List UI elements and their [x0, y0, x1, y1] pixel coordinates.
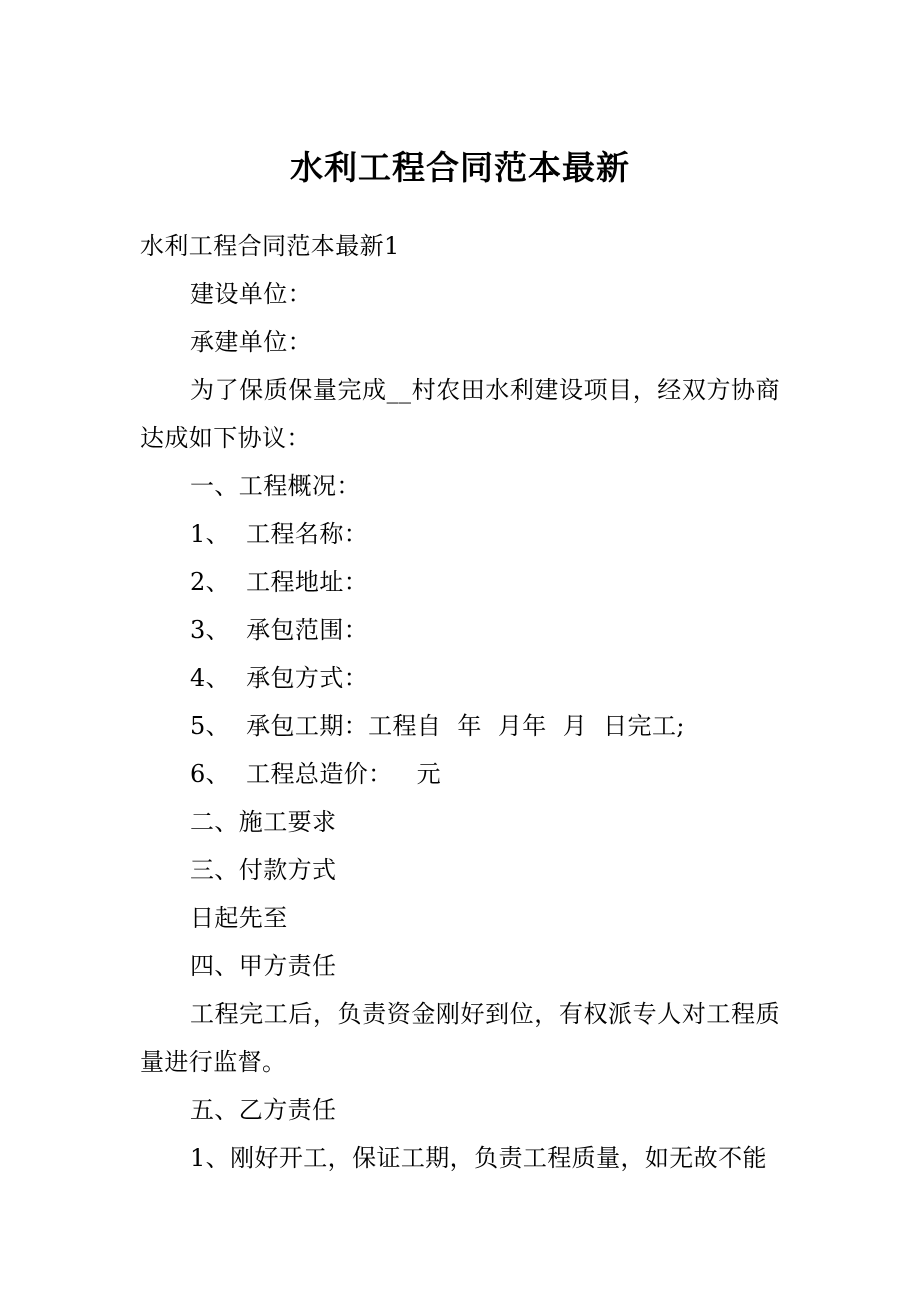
heading-party-b-duties: 五、乙方责任: [190, 1096, 337, 1124]
section-subtitle: 水利工程合同范本最新1: [140, 232, 400, 260]
paragraph-contractor: 承建单位：: [190, 328, 312, 356]
paragraph-builder: 建设单位：: [190, 280, 312, 308]
paragraph-purpose: 为了保质保量完成__村农田水利建设项目，经双方协商达成如下协议：: [140, 376, 780, 452]
document-body: [140, 222, 780, 1182]
paragraph-payment-date: 日起先至: [190, 904, 288, 932]
item-contract-scope: 3、 承包范围：: [190, 616, 369, 644]
paragraph-party-a-duties: 工程完工后，负责资金刚好到位，有权派专人对工程质量进行监督。: [140, 1000, 780, 1076]
heading-project-overview: 一、工程概况：: [190, 472, 361, 500]
item-project-address: 2、 工程地址：: [190, 568, 369, 596]
item-contract-period: 5、 承包工期：工程自 年 月年 月 日完工;: [190, 712, 685, 740]
heading-party-a-duties: 四、甲方责任: [190, 952, 337, 980]
heading-payment-method: 三、付款方式: [190, 856, 337, 884]
paragraph-party-b-duty-1: 1、刚好开工，保证工期，负责工程质量，如无故不能: [190, 1144, 767, 1172]
item-total-cost: 6、 工程总造价： 元: [190, 760, 442, 788]
document-title: 水利工程合同范本最新: [290, 148, 630, 187]
item-project-name: 1、 工程名称：: [190, 520, 369, 548]
heading-construction-requirements: 二、施工要求: [190, 808, 337, 836]
item-contract-method: 4、 承包方式：: [190, 664, 369, 692]
